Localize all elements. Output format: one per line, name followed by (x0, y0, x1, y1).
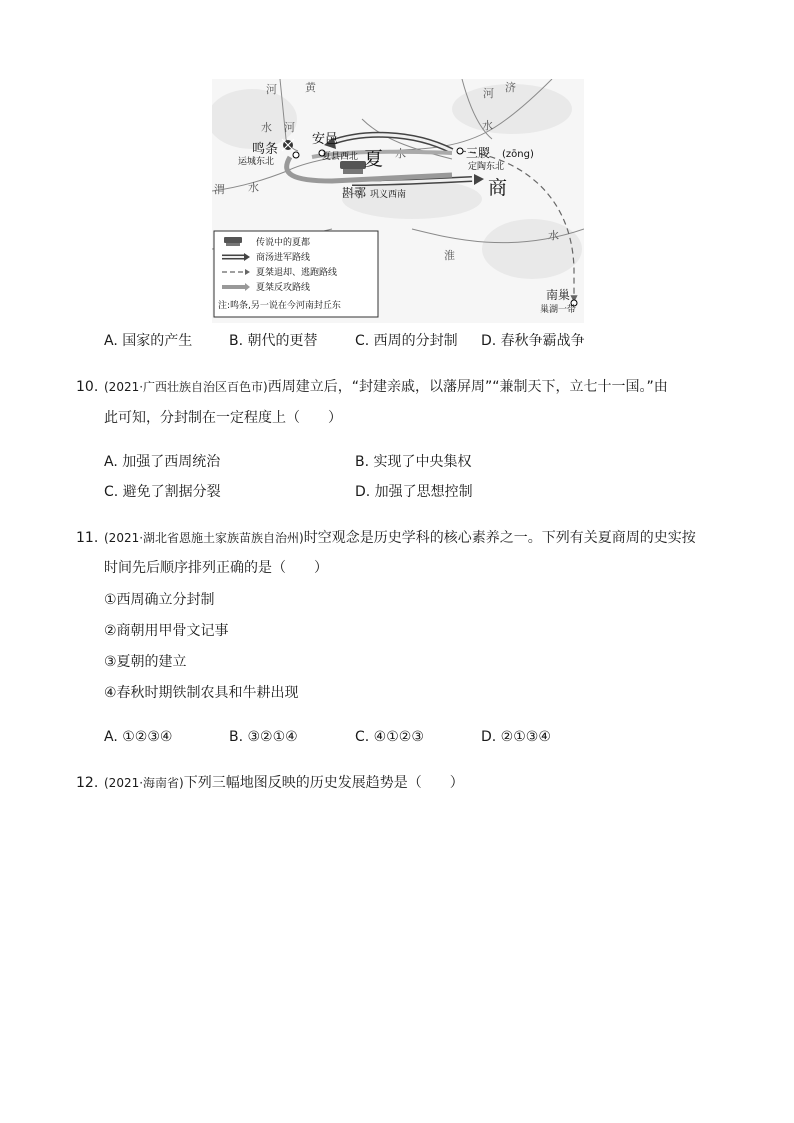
q11-item-1: ①西周确立分封制 (104, 592, 215, 608)
map-label-zhenxun: 斟鄩 (342, 186, 367, 200)
q10-text: 西周建立后，“封建亲戚，以藩屏周”“兼制天下，立七十一国。”由 (267, 379, 668, 395)
q11-stem (104, 528, 724, 548)
q11-text: 时空观念是历史学科的核心素养之一。下列有关夏商周的史实按 (303, 530, 696, 546)
legend-xia-capital: 传说中的夏都 (256, 238, 311, 248)
q11-source: (2021·湖北省恩施土家族苗族自治州) (104, 531, 304, 545)
legend-xia-retreat: 夏桀退却、逃跑路线 (256, 268, 338, 278)
q10-option-d[interactable]: D. 加强了思想控制 (355, 484, 473, 500)
q9-option-d[interactable]: D. 春秋争霸战争 (481, 333, 585, 349)
q11-item-2: ②商朝用甲骨文记事 (104, 623, 229, 639)
q9-option-a[interactable]: A. 国家的产生 (104, 333, 193, 349)
battle-icon (282, 139, 294, 151)
map-label-shui: 水 (482, 119, 493, 132)
map-label-shui: 水 (261, 121, 272, 134)
map-label-ji: 济 (505, 81, 516, 94)
map-label-huai: 淮 (444, 249, 455, 262)
q9-option-c[interactable]: C. 西周的分封制 (355, 333, 458, 349)
q9-option-b[interactable]: B. 朝代的更替 (229, 333, 318, 349)
q11-number: 11. (76, 530, 99, 546)
legend-note: 注:鸣条,另一说在今河南封丘东 (218, 301, 341, 311)
q10-number: 10. (76, 379, 99, 395)
q11-text-line2: 时间先后顺序排列正确的是（ ） (104, 560, 328, 576)
q12-source: (2021·海南省) (104, 776, 184, 790)
map-label-shui: 水 (395, 147, 406, 160)
q11-option-b[interactable]: B. ③②①④ (229, 729, 298, 745)
map-label-he: 河 (284, 121, 295, 134)
q10-option-a[interactable]: A. 加强了西周统治 (104, 454, 221, 470)
legend-shang-advance: 商汤进军路线 (256, 253, 311, 263)
map-label-mingtiao: 鸣条 (252, 142, 279, 157)
map-label-sanzong: 三朡 (466, 146, 491, 160)
map-label-zong-pinyin: (zōng) (502, 149, 534, 160)
q10-source: (2021·广西壮族自治区百色市) (104, 380, 268, 394)
q10-text-line2: 此可知，分封制在一定程度上（ ） (104, 410, 342, 426)
map-legend (214, 231, 378, 317)
q12-text: 下列三幅地图反映的历史发展趋势是（ ） (183, 775, 464, 791)
q11-item-4: ④春秋时期铁制农具和牛耕出现 (104, 685, 299, 701)
map-label-anyi: 安邑 (312, 132, 339, 147)
map-label-wei: 渭 (214, 183, 225, 196)
q11-item-3: ③夏朝的建立 (104, 654, 187, 670)
map-label-dingtao: 定陶东北 (468, 162, 505, 172)
map-label-shui: 水 (548, 229, 559, 242)
historical-map (212, 79, 584, 323)
q11-option-c[interactable]: C. ④①②③ (355, 729, 424, 745)
map-label-he: 河 (483, 87, 494, 100)
map-label-nanchao: 南巢 (546, 288, 571, 302)
q10-option-b[interactable]: B. 实现了中央集权 (355, 454, 472, 470)
map-label-he: 河 (266, 83, 277, 96)
q12-stem (104, 773, 724, 793)
legend-xia-counterattack: 夏桀反攻路线 (256, 283, 311, 293)
map-label-huang: 黄 (305, 81, 316, 94)
map-label-shui: 水 (248, 181, 259, 194)
q10-stem (104, 377, 724, 397)
q11-option-a[interactable]: A. ①②③④ (104, 729, 173, 745)
map-label-xiaxian: 夏县西北 (322, 152, 359, 162)
q11-option-d[interactable]: D. ②①③④ (481, 729, 551, 745)
xia-capital-icon (340, 161, 366, 174)
map-label-xia: 夏 (364, 148, 384, 170)
map-label-chaohu: 巢湖一带 (540, 305, 577, 315)
map-label-yuncheng: 运城东北 (238, 157, 275, 167)
q10-option-c[interactable]: C. 避免了割据分裂 (104, 484, 221, 500)
q12-number: 12. (76, 775, 99, 791)
map-label-gongyi: 巩义西南 (370, 190, 407, 200)
map-label-shang: 商 (488, 177, 508, 199)
